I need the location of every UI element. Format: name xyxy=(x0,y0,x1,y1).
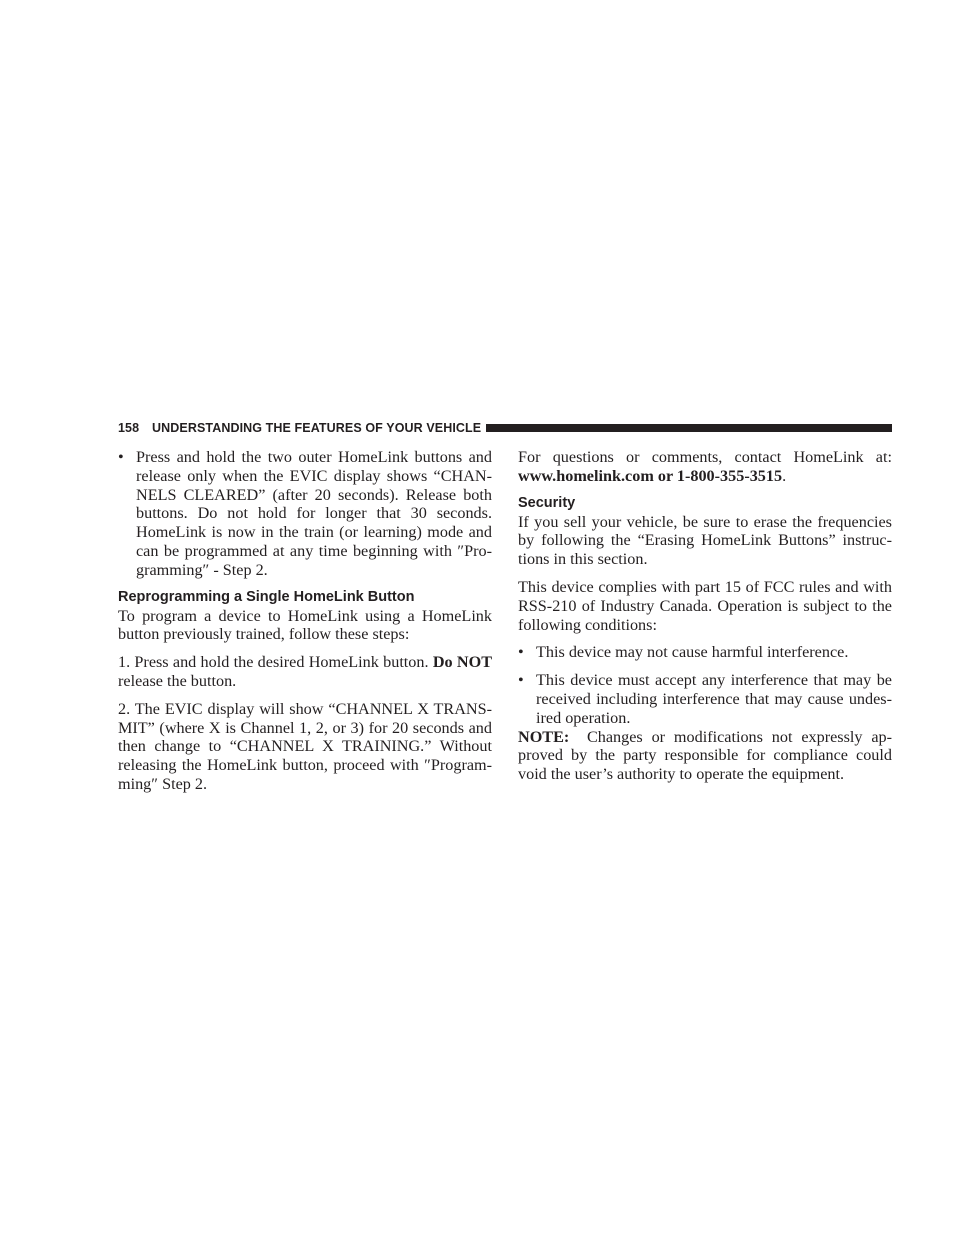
contact-paragraph xyxy=(518,448,892,486)
bullet-icon: • xyxy=(518,643,524,662)
header-rule xyxy=(486,424,892,432)
bullet-icon: • xyxy=(518,671,524,690)
contact-text: For questions or comments, contact HomeLink at: xyxy=(518,448,892,466)
step-1-text-end: release the button. xyxy=(118,671,237,690)
right-column xyxy=(518,448,897,784)
bullet-text: Press and hold the two outer HomeLink buttons and release only when the EVIC display shows “CHAN-NELS CLEARED” (after 20 seconds). Release both buttons. Do not hold for longer that 30 seconds. HomeLink is now in the train (or learning) mode and can be programmed at any time beginning with ″Pro-gramming″ - Step 2. xyxy=(136,448,492,579)
contact-link: www.homelink.com or 1-800-355-3515 xyxy=(518,466,783,485)
bullet-icon: • xyxy=(118,448,124,466)
step-2-paragraph: 2. The EVIC display will show “CHANNEL X TRANS-MIT” (where X is Channel 1, 2, or 3) for 20 seconds and then change to “CHANNEL X TRAINING.” Without releasing the HomeLink button, proceed with ″Program-ming″ Step 2. xyxy=(118,699,492,793)
intro-paragraph: To program a device to HomeLink using a HomeLink button previously trained, follow these steps: xyxy=(118,606,492,644)
contact-end: . xyxy=(782,466,787,485)
list-item xyxy=(518,643,892,662)
list-item xyxy=(518,671,892,727)
security-paragraph: If you sell your vehicle, be sure to erase the frequencies by following the “Erasing HomeLink Buttons” instruc-tions in this section. xyxy=(518,512,892,569)
list-item xyxy=(118,448,492,580)
note-label: NOTE: xyxy=(518,727,570,746)
note-text: Changes or modifications not expressly ap-proved by the party responsible for compliance could void the user’s authority to operate the equipment. xyxy=(518,727,897,784)
fcc-paragraph: This device complies with part 15 of FCC rules and with RSS-210 of Industry Canada. Operation is subject to the following conditions: xyxy=(518,577,892,634)
left-column xyxy=(118,448,492,794)
reprogramming-heading: Reprogramming a Single HomeLink Button xyxy=(118,588,415,605)
security-heading: Security xyxy=(518,494,576,511)
page-number: 158 xyxy=(118,421,140,435)
note-paragraph xyxy=(518,727,897,784)
step-1-paragraph xyxy=(118,653,492,691)
page-header xyxy=(118,419,892,437)
bullet-text: This device may not cause harmful interference. xyxy=(536,643,849,662)
step-1-text: 1. Press and hold the desired HomeLink button. xyxy=(118,653,433,672)
section-title: UNDERSTANDING THE FEATURES OF YOUR VEHICLE xyxy=(152,421,482,435)
step-1-emphasis: Do NOT xyxy=(432,653,492,672)
bullet-text: This device must accept any interference that may be received including interference that may cause undes-ired operation. xyxy=(536,671,892,727)
